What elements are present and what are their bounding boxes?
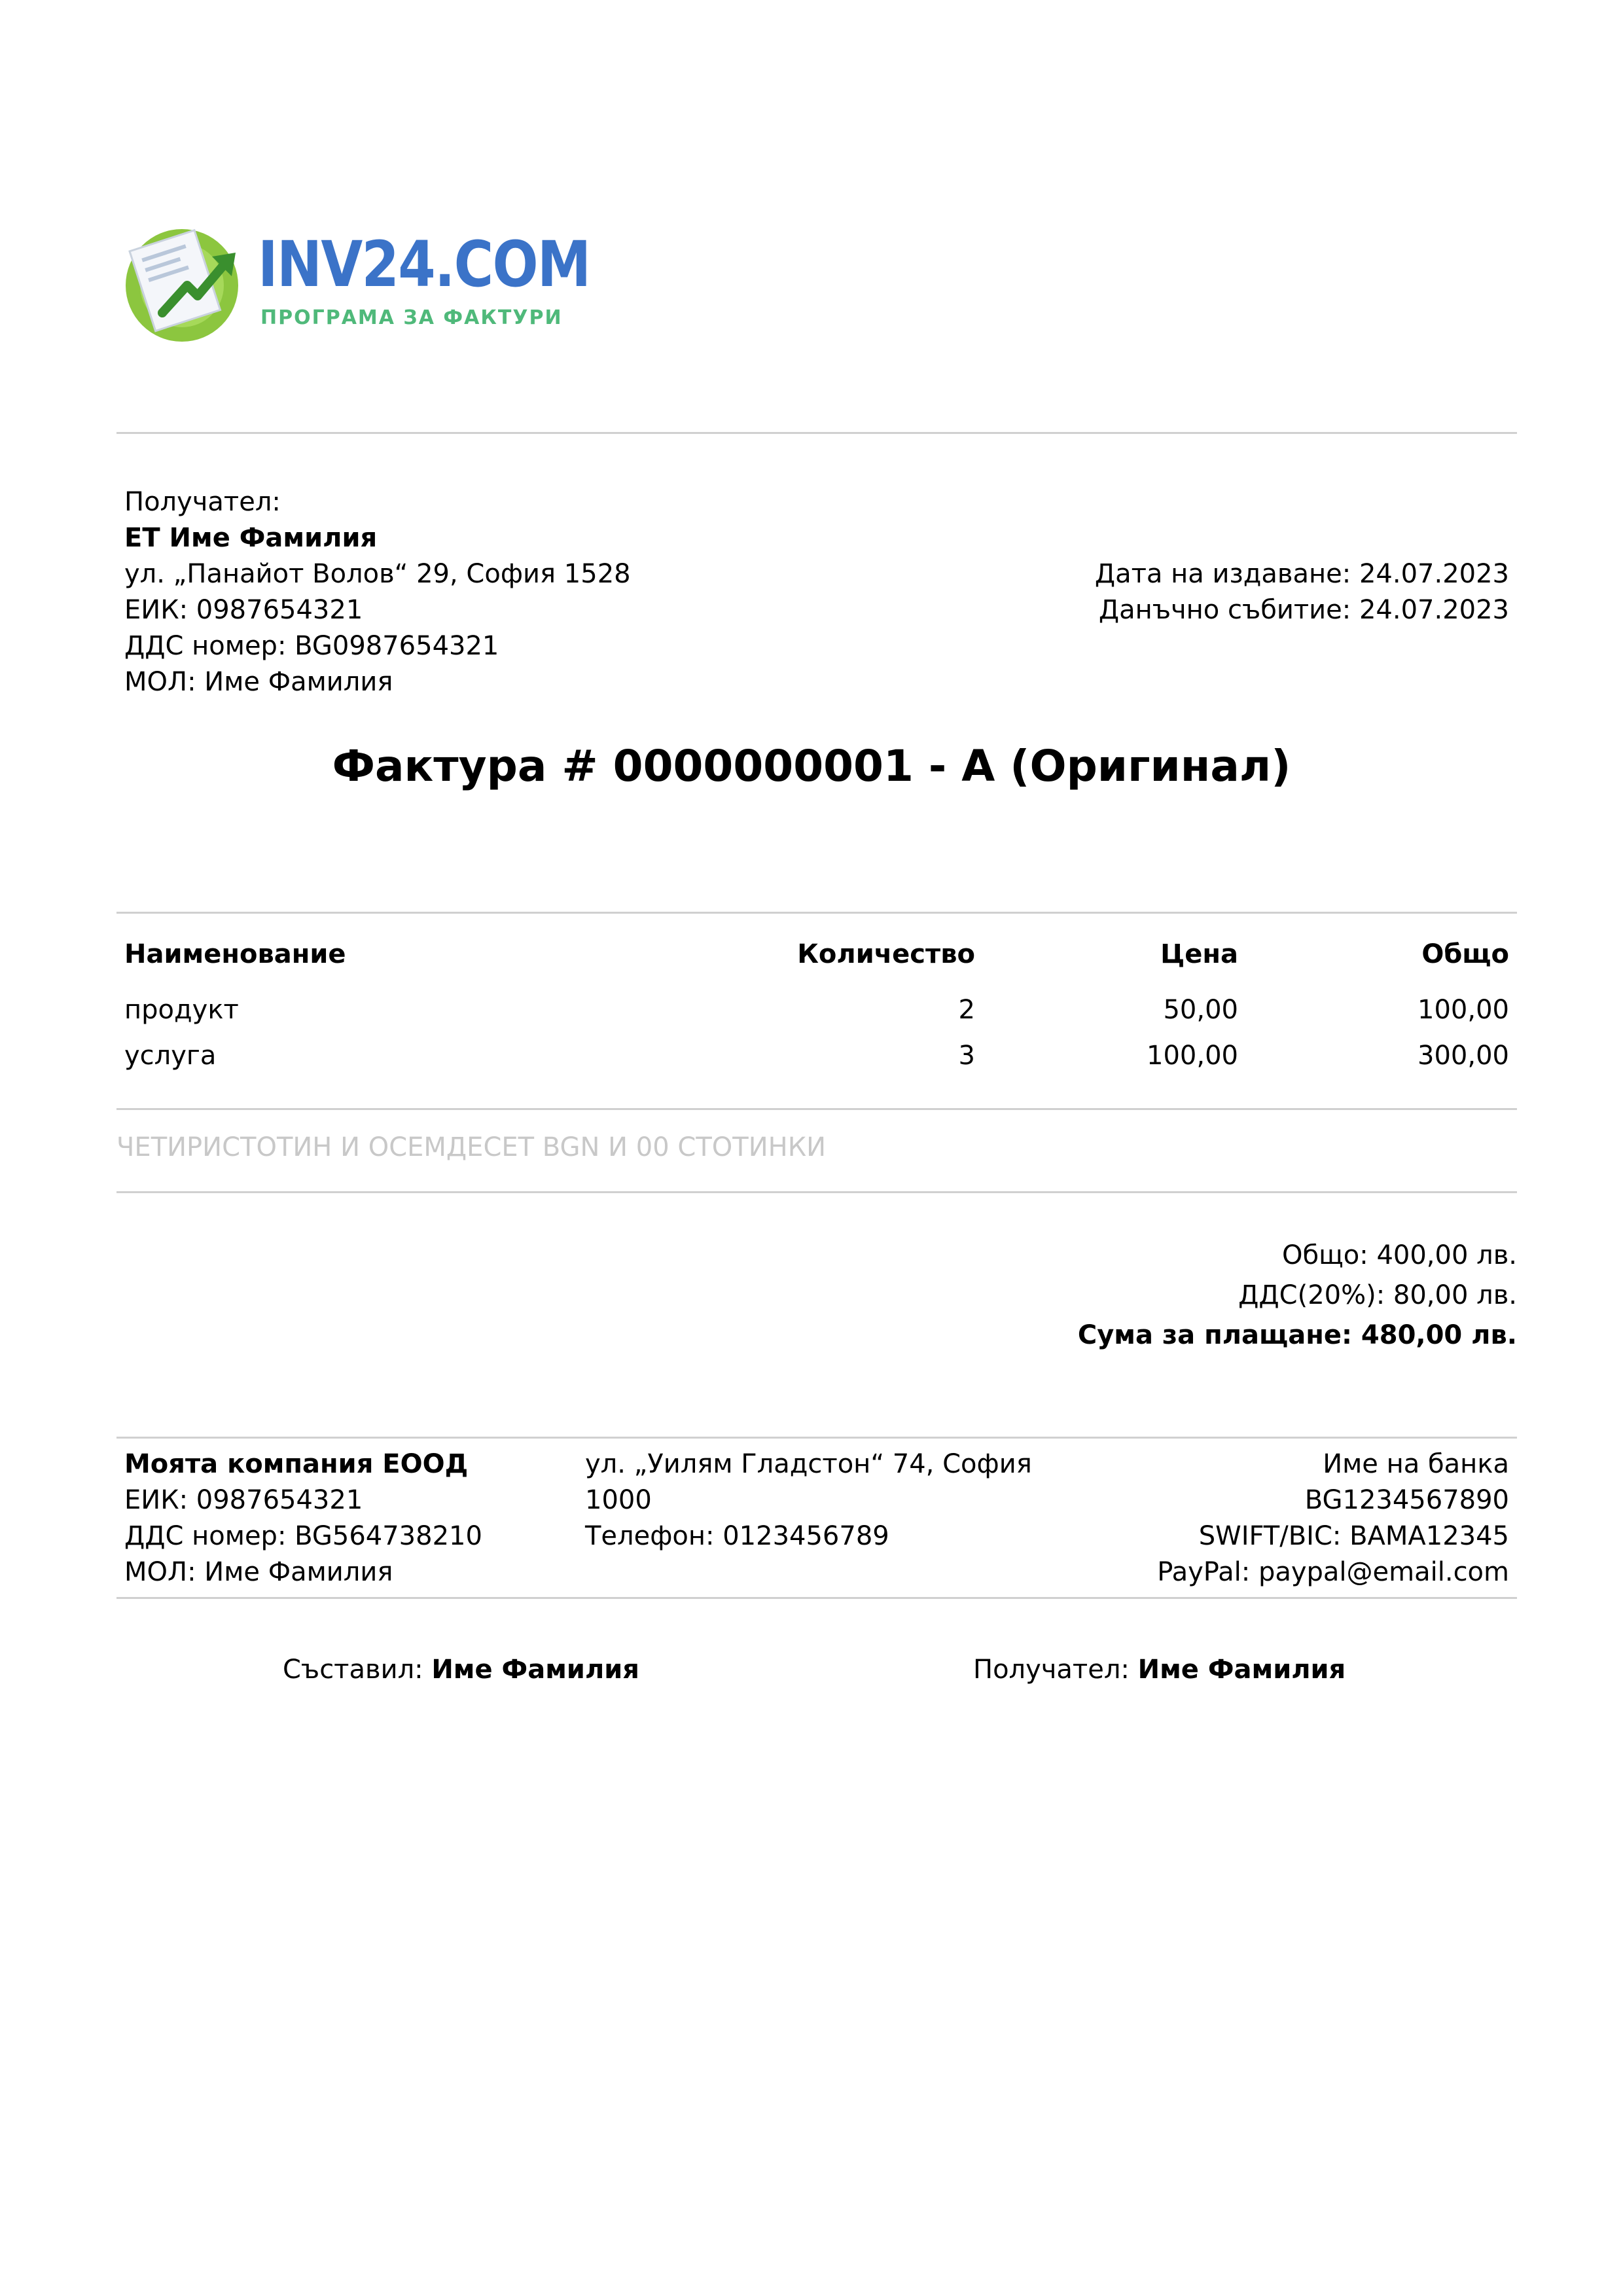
composed-by [283,1655,639,1685]
header-name: Наименование [124,939,346,969]
words-divider [116,1191,1517,1193]
item-price: 50,00 [1163,995,1238,1025]
receiver-label: Получател: [973,1655,1130,1685]
recipient-label: Получател: [124,487,281,517]
dates-block [1095,556,1509,628]
item-qty: 2 [958,995,975,1025]
logo-tagline: ПРОГРАМА ЗА ФАКТУРИ [260,306,563,329]
company-address-line2: 1000 [585,1485,652,1515]
bank-swift: SWIFT/BIC: BAMA12345 [1198,1521,1509,1551]
received-by [973,1655,1346,1685]
company-name: Моята компания ЕООД [124,1449,469,1479]
company-bank [1157,1446,1509,1590]
company-phone: Телефон: 0123456789 [585,1521,889,1551]
item-total: 100,00 [1418,995,1509,1025]
bank-name: Име на банка [1323,1449,1509,1479]
table-header-row [116,913,1517,995]
recipient-address: ул. „Панайот Волов“ 29, София 1528 [124,559,631,589]
composed-label: Съставил: [283,1655,423,1685]
recipient-mol: МОЛ: Име Фамилия [124,667,393,697]
company-vat: ДДС номер: BG564738210 [124,1521,482,1551]
company-contact [585,1446,1032,1554]
amount-in-words: ЧЕТИРИСТОТИН И ОСЕМДЕСЕТ BGN И 00 СТОТИНКИ [116,1132,827,1162]
totals-block [1078,1236,1517,1355]
subtotal: Общо: 400,00 лв. [1281,1240,1517,1270]
header-divider [116,432,1517,434]
item-total: 300,00 [1418,1041,1509,1071]
recipient-block [124,484,631,700]
recipient-name: ЕТ Име Фамилия [124,523,378,553]
recipient-eik: ЕИК: 0987654321 [124,595,363,625]
company-logo [116,208,590,352]
invoice-title: Фактура # 0000000001 - A (Оригинал) [332,741,1291,791]
table-bottom-divider [116,1108,1517,1110]
company-eik: ЕИК: 0987654321 [124,1485,363,1515]
bank-iban: BG1234567890 [1304,1485,1509,1515]
logo-icon [116,208,260,352]
table-row [116,995,1517,1041]
vat-amount: ДДС(20%): 80,00 лв. [1238,1280,1517,1310]
paypal-email: PayPal: paypal@email.com [1157,1557,1509,1587]
company-bottom-divider [116,1597,1517,1599]
header-qty: Количество [797,939,975,969]
issue-date: Дата на издаване: 24.07.2023 [1094,559,1509,589]
recipient-vat: ДДС номер: BG0987654321 [124,631,499,661]
header-total: Общо [1421,939,1509,969]
tax-event-date: Данъчно събитие: 24.07.2023 [1098,595,1509,625]
item-name: продукт [124,995,239,1025]
item-name: услуга [124,1041,217,1071]
composed-name: Име Фамилия [431,1655,639,1685]
company-address-line1: ул. „Уилям Гладстон“ 74, София [585,1449,1032,1479]
table-row [116,1041,1517,1086]
item-price: 100,00 [1147,1041,1238,1071]
receiver-name: Име Фамилия [1137,1655,1346,1685]
header-price: Цена [1160,939,1238,969]
company-top-divider [116,1437,1517,1439]
amount-due: Сума за плащане: 480,00 лв. [1077,1320,1517,1350]
items-table [116,913,1517,1086]
item-qty: 3 [958,1041,975,1071]
company-details [124,1446,482,1590]
logo-brand: INV24.COM [258,228,590,301]
company-mol: МОЛ: Име Фамилия [124,1557,393,1587]
